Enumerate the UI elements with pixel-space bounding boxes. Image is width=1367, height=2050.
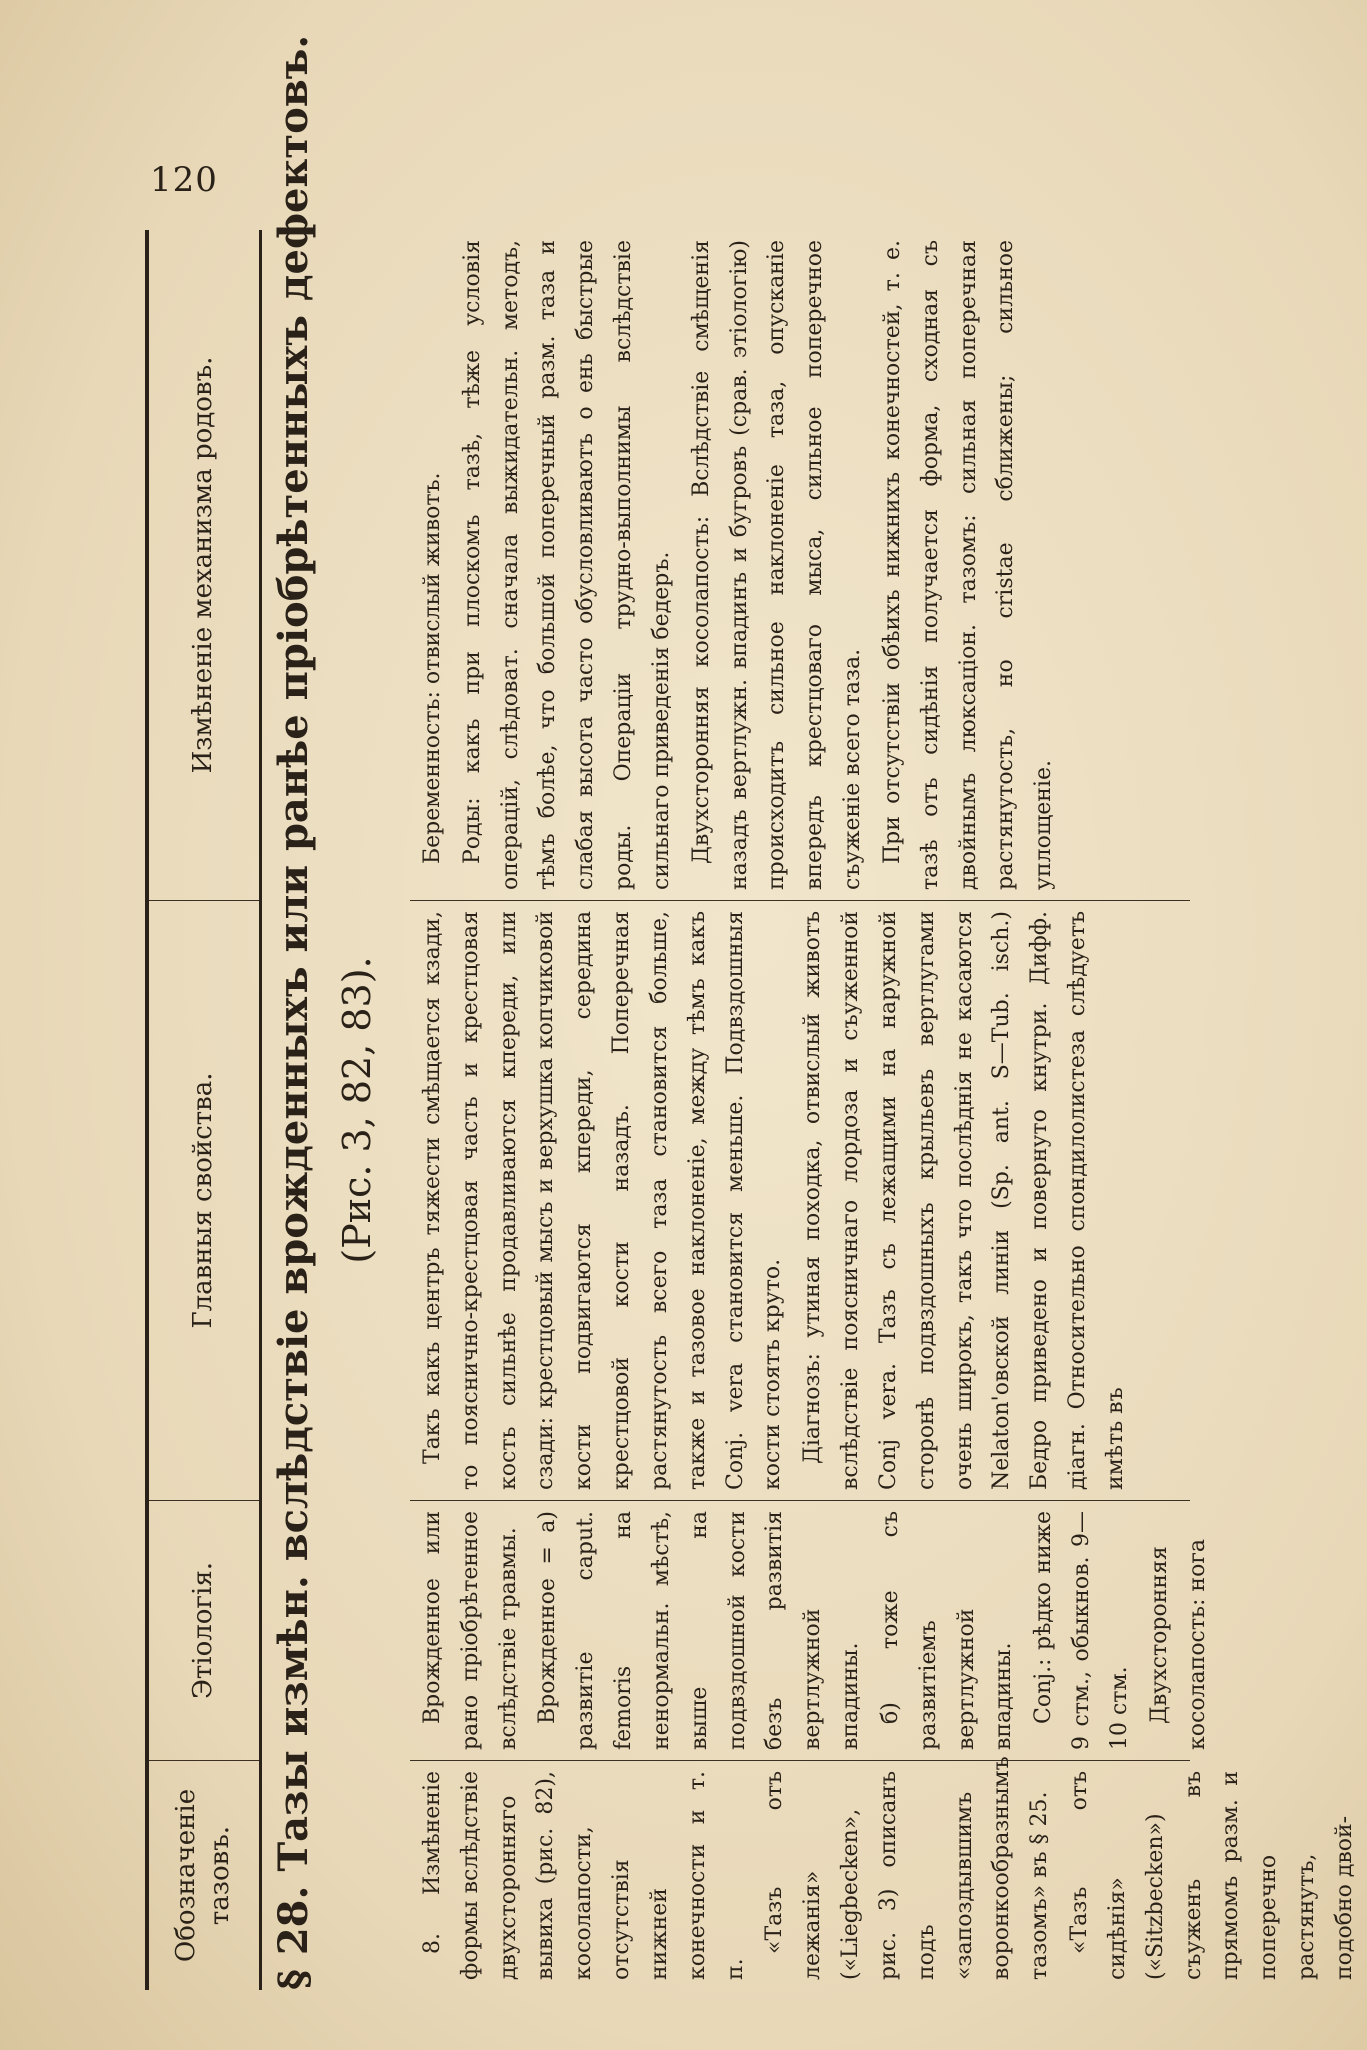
column-properties	[410, 900, 1190, 1500]
column-designation	[410, 1756, 1357, 1990]
paragraph: б) тоже съ развитіемъ вертлужной впадины.	[877, 1511, 1017, 1750]
header-designation: Обозначеніе тазовъ.	[149, 1760, 259, 1990]
paragraph: «Тазъ отъ сидѣнія» («Sitzbecken») съуженъ въ прямомъ разм. и поперечно растянутъ, подобно двой-	[1067, 1771, 1357, 1980]
figure-reference: (Рис. 3, 82, 83).	[335, 956, 379, 1264]
column-etiology	[410, 1500, 1210, 1760]
page-number: 120	[150, 160, 218, 200]
paragraph: Врожденное = а) развитіе caput. femoris на ненормальн. мѣстѣ, выше на подвздошной кости безъ развитія вертлужной впадины.	[535, 1511, 864, 1750]
paragraph: Двухсторонняя косолапость: Вслѣдствіе смѣщенія назадъ вертлужн. впадинъ и бугровъ (срав. этіологію) происходитъ сильное наклоненіе таза, опусканіе впередъ крестцоваго мыса, сильное поперечное съуженіе всего таза.	[688, 240, 866, 890]
section-title: § 28. Тазы измѣн. вслѣдствіе врожденныхъ или ранѣе пріобрѣтенныхъ дефектовъ.	[270, 34, 317, 1990]
table-body	[410, 230, 1357, 1990]
paragraph: Такъ какъ центръ тяжести смѣщается кзади, то поясничнo-крестцовая часть и крестцовая кость сильнѣе продавливаются кпереди, или сзади: крестцовый мысъ и верхушка копчиковой кости подвигаются кпереди, середина крестцовой кости назадъ. Поперечная растянутость всего таза становится больше, также и тазовое наклоненіе, между тѣмъ какъ Conj. vera становится меньше. Подвздошныя кости стоятъ круто.	[420, 911, 786, 1490]
paragraph: Conj.: рѣдко ниже 9 стм., обыкнов. 9—10 стм.	[1031, 1511, 1132, 1750]
paragraph: Беременность: отвислый животъ.	[420, 472, 445, 864]
header-labor-mechanism: Измѣненіе механизма родовъ.	[188, 356, 219, 774]
paragraph: 8. Измѣненіе формы вслѣдствіе двухсторонняго вывиха (рис. 82), косолапости, отсутствія нижней конечности и т. п.	[420, 1771, 748, 1980]
paragraph: Двухсторонняя косолапость: нога	[1146, 1539, 1210, 1750]
paragraph: Діагнозъ: утиная походка, отвислый животъ вслѣдствіе поясничнаго лордоза и съуженной Conj vera. Тазъ съ лежащими на наружной сторонѣ подвздошныхъ крыльевъ вертлугами очень широкъ, такъ что послѣднія не касаются Nelaton'овской линіи (Sp. ant. S—Tub. isch.) Бедро приведено и повернуто кнутри. Дифф. діагн. Относительно спондилолистеза слѣдуетъ имѣть въ	[800, 911, 1128, 1490]
column-labor-mechanism	[410, 230, 1190, 900]
paragraph: При отсутствіи обѣихъ нижнихъ конечностей, т. е. тазѣ отъ сидѣнія получается форма, сходная съ двойнымъ люксаціон. тазомъ: сильная поперечная растянутость, но cristae сближены; сильное уплощеніе.	[879, 240, 1057, 890]
table-header	[145, 230, 262, 1990]
paragraph: Роды: какъ при плоскомъ тазѣ, тѣже условія операцій, слѣдоват. сначала выжидательн. методъ, тѣмъ болѣе, что большой поперечный разм. таза и слабая высота часто обусловливаютъ о ень быстрые роды. Операціи трудно-выполнимы вслѣдствіе сильнаго приведенія бедеръ.	[459, 240, 674, 890]
header-etiology: Этіологія.	[149, 1500, 259, 1760]
paragraph: «Тазъ отъ лежанія» («Liegbecken», рис. 3) описанъ подъ «запоздывшимъ воронкообразнымъ тазомъ» въ § 25.	[762, 1756, 1053, 1980]
paragraph: Врожденное или рано пріобрѣтенное вслѣдствіе травмы.	[420, 1511, 521, 1750]
header-properties: Главныя свойства.	[149, 900, 259, 1500]
